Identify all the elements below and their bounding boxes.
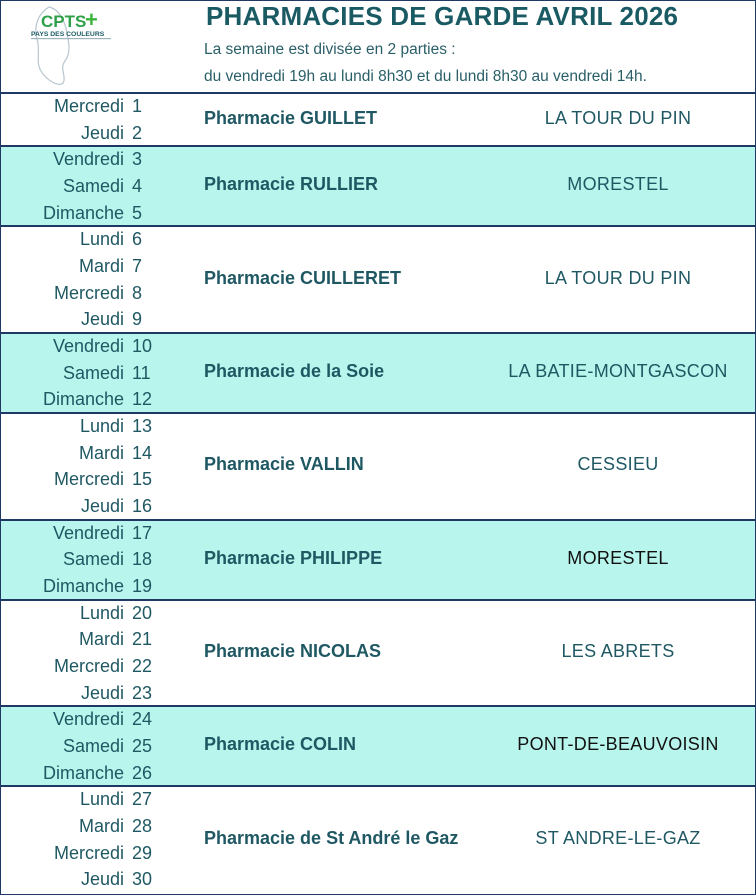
- day-row: [1, 600, 171, 627]
- day-number: 26: [132, 762, 153, 783]
- day-row: [1, 760, 171, 787]
- day-row: [1, 280, 171, 307]
- day-number: 2: [132, 122, 143, 143]
- day-name: Vendredi: [52, 522, 124, 543]
- schedule-block: [1, 227, 755, 332]
- day-name: Mercredi: [53, 96, 124, 116]
- header: [1, 1, 755, 92]
- day-name: Mercredi: [53, 469, 124, 490]
- subtitle-line-1: La semaine est divisée en 2 parties :: [204, 41, 456, 58]
- town-name: MORESTEL: [567, 547, 669, 568]
- day-row: [1, 626, 171, 653]
- day-number: 15: [132, 469, 153, 490]
- schedule-block: [1, 521, 755, 599]
- day-number: 22: [132, 656, 153, 677]
- day-number: 13: [132, 416, 153, 437]
- day-row: [1, 306, 171, 333]
- day-name: Dimanche: [42, 576, 124, 597]
- day-row: [1, 840, 171, 867]
- day-row: [1, 733, 171, 760]
- day-name: Mardi: [78, 816, 124, 837]
- day-row: [1, 466, 171, 493]
- pharmacy-name: Pharmacie NICOLAS: [204, 641, 382, 662]
- day-number: 19: [132, 576, 153, 597]
- day-row: [1, 386, 171, 413]
- day-name: Mercredi: [53, 656, 124, 677]
- pharmacy-name: Pharmacie de la Soie: [204, 361, 385, 382]
- schedule-block: [1, 147, 755, 225]
- day-number: 10: [132, 336, 153, 357]
- cpts-logo: [19, 3, 149, 89]
- town-name: LES ABRETS: [561, 641, 675, 662]
- day-row: [1, 93, 171, 120]
- day-name: Vendredi: [52, 336, 124, 357]
- day-number: 18: [132, 549, 153, 570]
- day-row: [1, 680, 171, 707]
- town-name: LA TOUR DU PIN: [544, 107, 692, 128]
- town-name: ST ANDRE-LE-GAZ: [535, 827, 701, 848]
- day-name: Dimanche: [42, 202, 124, 223]
- pharmacy-name: Pharmacie GUILLET: [204, 107, 378, 128]
- day-name: Samedi: [62, 736, 124, 757]
- day-name: Lundi: [79, 789, 124, 810]
- day-row: [1, 120, 171, 147]
- day-number: 21: [132, 629, 153, 650]
- day-number: 14: [132, 442, 153, 463]
- day-name: Mardi: [78, 442, 124, 463]
- day-row: [1, 253, 171, 280]
- page-title: PHARMACIES DE GARDE AVRIL 2026: [206, 1, 679, 31]
- day-row: [1, 200, 171, 227]
- day-row: [1, 333, 171, 360]
- day-number: 3: [132, 149, 143, 170]
- day-row: [1, 546, 171, 573]
- day-number: 5: [132, 202, 143, 223]
- town-name: PONT-DE-BEAUVOISIN: [517, 734, 719, 755]
- schedule-block: [1, 94, 755, 145]
- day-name: Mercredi: [53, 842, 124, 863]
- day-name: Vendredi: [52, 709, 124, 730]
- logo-plus-icon: +: [85, 7, 98, 32]
- day-row: [1, 360, 171, 387]
- town-name: LA TOUR DU PIN: [544, 267, 692, 288]
- day-name: Jeudi: [80, 496, 124, 517]
- schedule-block: [1, 334, 755, 412]
- day-number: 6: [132, 229, 143, 250]
- day-name: Lundi: [79, 416, 124, 437]
- day-row: [1, 573, 171, 600]
- town-name: LA BATIE-MONTGASCON: [508, 361, 728, 382]
- day-name: Samedi: [62, 362, 124, 383]
- town-name: CESSIEU: [577, 454, 659, 475]
- day-number: 4: [132, 175, 143, 196]
- schedule-block: [1, 707, 755, 785]
- day-name: Samedi: [62, 549, 124, 570]
- day-row: [1, 706, 171, 733]
- day-row: [1, 413, 171, 440]
- day-number: 28: [132, 816, 153, 837]
- day-number: 7: [132, 256, 143, 276]
- day-name: Dimanche: [42, 389, 124, 410]
- day-number: 17: [132, 522, 153, 543]
- day-number: 30: [132, 869, 153, 890]
- day-number: 25: [132, 736, 153, 757]
- day-name: Jeudi: [80, 682, 124, 703]
- day-number: 8: [132, 282, 143, 303]
- schedule-block: [1, 601, 755, 706]
- day-row: [1, 653, 171, 680]
- pharmacy-name: Pharmacie de St André le Gaz: [204, 827, 459, 848]
- pharmacy-name: Pharmacie VALLIN: [204, 454, 364, 475]
- day-row: [1, 173, 171, 200]
- day-name: Mardi: [78, 629, 124, 650]
- day-number: 1: [132, 96, 143, 116]
- pharmacy-name: Pharmacie PHILIPPE: [204, 547, 383, 568]
- day-number: 29: [132, 842, 153, 863]
- day-row: [1, 813, 171, 840]
- day-name: Jeudi: [80, 122, 124, 143]
- day-row: [1, 146, 171, 173]
- day-name: Samedi: [62, 175, 124, 196]
- day-row: [1, 226, 171, 253]
- town-name: MORESTEL: [567, 174, 669, 195]
- day-number: 16: [132, 496, 153, 517]
- day-row: [1, 786, 171, 813]
- day-name: Mercredi: [53, 282, 124, 303]
- pharmacy-name: Pharmacie COLIN: [204, 734, 357, 755]
- day-row: [1, 866, 171, 893]
- day-row: [1, 440, 171, 467]
- day-name: Jeudi: [80, 309, 124, 330]
- pharmacy-name: Pharmacie RULLIER: [204, 174, 379, 195]
- day-name: Lundi: [79, 602, 124, 623]
- logo-sub: PAYS DES COULEURS: [31, 31, 105, 38]
- day-row: [1, 520, 171, 547]
- day-name: Jeudi: [80, 869, 124, 890]
- day-number: 20: [132, 602, 153, 623]
- day-name: Mardi: [78, 256, 124, 276]
- day-name: Lundi: [79, 229, 124, 250]
- subtitle-line-2: du vendredi 19h au lundi 8h30 et du lundi 8h30 au vendredi 14h.: [204, 68, 647, 85]
- day-name: Dimanche: [42, 762, 124, 783]
- day-number: 23: [132, 682, 153, 703]
- day-number: 12: [132, 389, 153, 410]
- day-name: Vendredi: [52, 149, 124, 170]
- day-number: 27: [132, 789, 153, 810]
- pharmacy-name: Pharmacie CUILLERET: [204, 267, 402, 288]
- day-number: 24: [132, 709, 153, 730]
- schedule-block: [1, 787, 755, 892]
- day-number: 9: [132, 309, 143, 330]
- day-number: 11: [132, 362, 151, 383]
- schedule-block: [1, 414, 755, 519]
- logo-text: CPTS: [41, 12, 87, 31]
- day-row: [1, 493, 171, 520]
